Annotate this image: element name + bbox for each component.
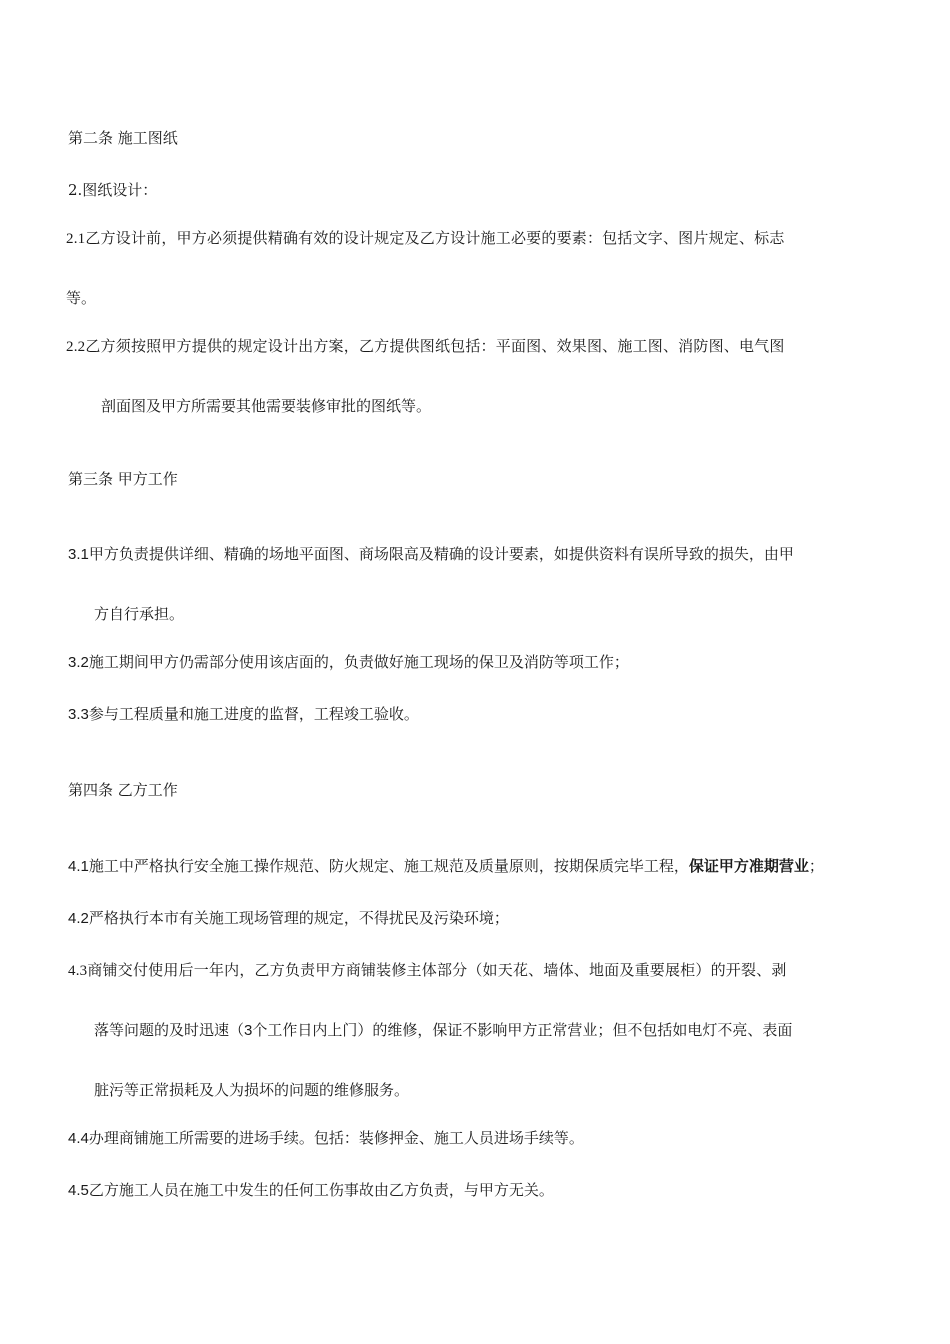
- clause-4-3-line-1: [68, 960, 787, 981]
- section-2-heading: 第二条 施工图纸: [68, 129, 178, 147]
- clause-4-1-bold-text: 保证甲方准期营业: [688, 857, 809, 875]
- clause-3-1-line-1: [68, 544, 794, 565]
- clause-4-5-number: 4.5: [68, 1182, 89, 1199]
- clause-2-1-number: 2.1: [66, 231, 86, 247]
- clause-3-1-line-2: 方自行承担。: [94, 605, 185, 623]
- clause-3-3-number: 3.3: [68, 706, 89, 723]
- clause-2-2-text: 乙方须按照甲方提供的规定设计出方案，乙方提供图纸包括：平面图、效果图、施工图、消防图、电气图: [85, 337, 785, 355]
- clause-4-3-line-3: 脏污等正常损耗及人为损坏的问题的维修服务。: [94, 1081, 410, 1099]
- clause-2-2-line-1: [66, 336, 785, 357]
- clause-2-2-line-2: 剖面图及甲方所需要其他需要装修审批的图纸等。: [101, 397, 432, 415]
- clause-3-3-line-1: [68, 704, 419, 725]
- clause-4-1-number: 4.1: [68, 858, 89, 875]
- clause-4-4-number: 4.4: [68, 1130, 89, 1147]
- clause-2-1-text: 乙方设计前，甲方必须提供精确有效的设计规定及乙方设计施工必要的要素：包括文字、图片规定、标志: [85, 229, 785, 247]
- section-4-heading: 第四条 乙方工作: [68, 781, 178, 799]
- clause-4-3-line-2: [94, 1020, 792, 1041]
- clause-3-1-number: 3.1: [68, 546, 89, 563]
- clause-4-3-text: 商铺交付使用后一年内，乙方负责甲方商铺装修主体部分（如天花、墙体、地面及重要展柜）的开裂、剥: [87, 961, 787, 979]
- clause-4-2-line-1: [68, 908, 509, 929]
- clause-3-2-number: 3.2: [68, 654, 89, 671]
- clause-3-3-text: 参与工程质量和施工进度的监督，工程竣工验收。: [88, 705, 419, 723]
- clause-4-3-days: 3: [244, 1022, 253, 1039]
- clause-4-3-text-2b: 个工作日内上门）的维修，保证不影响甲方正常营业；但不包括如电灯不亮、表面: [252, 1021, 793, 1039]
- clause-2-1-line-1: [66, 228, 785, 249]
- clause-4-4-line-1: [68, 1128, 584, 1149]
- clause-2-1-line-2: 等。: [66, 289, 97, 307]
- clause-4-3-text-2a: 落等问题的及时迅速（: [94, 1021, 245, 1039]
- clause-4-2-text: 严格执行本市有关施工现场管理的规定，不得扰民及污染环境；: [88, 909, 509, 927]
- clause-4-3-number: 4.3: [68, 963, 88, 979]
- clause-4-5-line-1: [68, 1180, 554, 1201]
- clause-4-5-text: 乙方施工人员在施工中发生的任何工伤事故由乙方负责，与甲方无关。: [88, 1181, 554, 1199]
- clause-3-1-text: 甲方负责提供详细、精确的场地平面图、商场限高及精确的设计要素，如提供资料有误所导致的损失，由甲: [88, 545, 794, 563]
- section-3-heading: 第三条 甲方工作: [68, 470, 178, 488]
- clause-4-1-line-1: [68, 856, 824, 877]
- clause-3-2-text: 施工期间甲方仍需部分使用该店面的，负责做好施工现场的保卫及消防等项工作；: [88, 653, 629, 671]
- clause-4-4-text: 办理商铺施工所需要的进场手续。包括：装修押金、施工人员进场手续等。: [88, 1129, 584, 1147]
- clause-4-2-number: 4.2: [68, 910, 89, 927]
- clause-4-1-text: 施工中严格执行安全施工操作规范、防火规定、施工规范及质量原则，按期保质完毕工程，: [88, 857, 689, 875]
- clause-3-2-line-1: [68, 652, 629, 673]
- section-2-subheading: 2.图纸设计：: [68, 181, 158, 199]
- clause-4-1-end: ；: [808, 857, 824, 875]
- clause-2-2-number: 2.2: [66, 339, 86, 355]
